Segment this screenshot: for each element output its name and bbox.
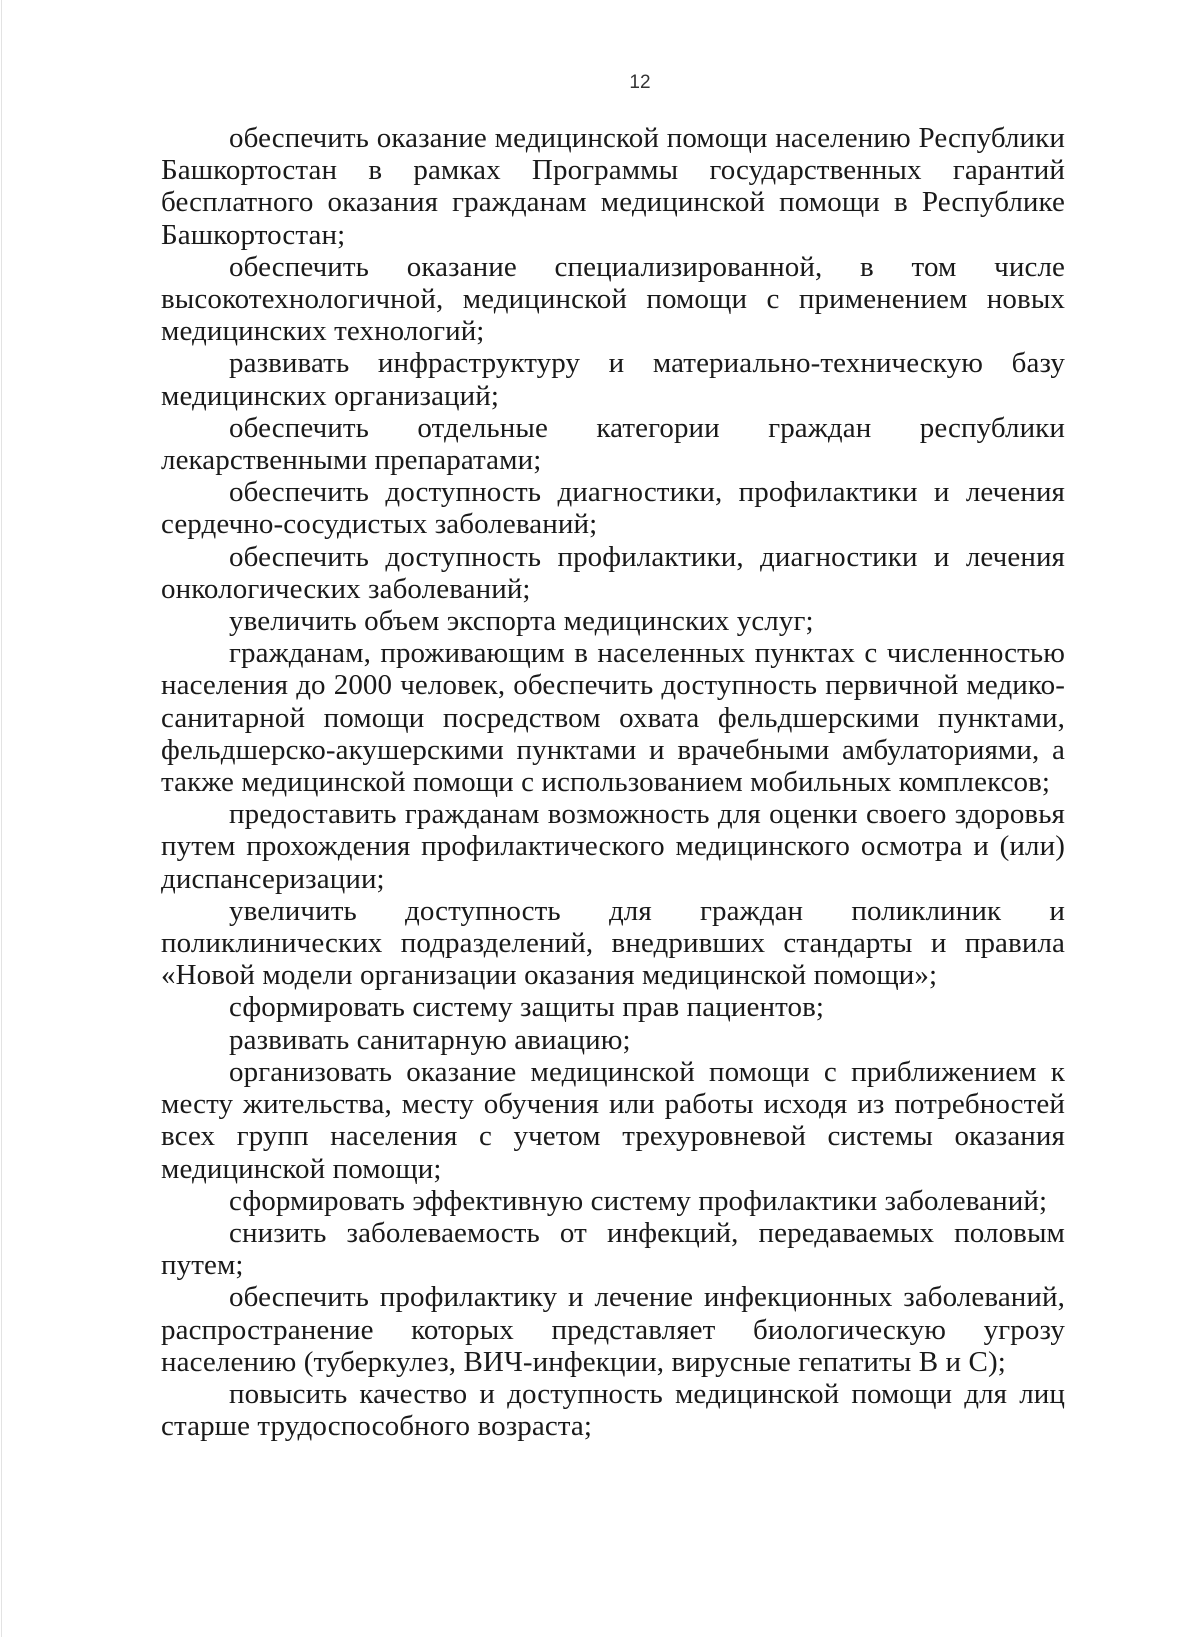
paragraph: сформировать систему защиты прав пациентов; [229,991,825,1024]
scan-edge-line [1,0,2,1637]
paragraph: обеспечить профилактику и лечение инфекционных заболеваний, распространение которых представляет биологическую угрозу населению (туберкулез, ВИЧ-инфекции, вирусные гепатиты B и C); [161,1281,1065,1378]
paragraph: увеличить объем экспорта медицинских услуг; [229,605,814,638]
paragraph: развивать инфраструктуру и материально-техническую базу медицинских организаций; [161,347,1065,412]
paragraph: обеспечить доступность диагностики, профилактики и лечения сердечно-сосудистых заболеваний; [161,476,1065,541]
paragraph: повысить качество и доступность медицинской помощи для лиц старше трудоспособного возраста; [161,1377,1065,1443]
paragraph: гражданам, проживающим в населенных пунктах с численностью населения до 2000 человек, обеспечить доступность первичной медико-санитарной помощи посредством охвата фельдшерскими пунктами, фельдшерско-акушерскими пунктами и врачебными амбулаториями, а также медицинской помощи с использованием мобильных комплексов; [161,637,1065,799]
paragraph: обеспечить оказание специализированной, в том числе высокотехнологичной, медицинской помощи с применением новых медицинских технологий; [161,250,1065,348]
paragraph: обеспечить доступность профилактики, диагностики и лечения онкологических заболеваний; [161,540,1065,605]
paragraph: увеличить доступность для граждан поликлиник и поликлинических подразделений, внедривших стандарты и правила «Новой модели организации оказания медицинской помощи»; [161,894,1065,992]
paragraph: организовать оказание медицинской помощи с приближением к месту жительства, месту обучения или работы исходя из потребностей всех групп населения с учетом трехуровневой системы оказания медицинской помощи; [161,1055,1065,1185]
document-body [161,122,1065,1442]
paragraph: предоставить гражданам возможность для оценки своего здоровья путем прохождения профилактического медицинского осмотра и (или) диспансеризации; [161,798,1065,895]
paragraph: обеспечить оказание медицинской помощи населению Республики Башкортостан в рамках Программы государственных гарантий бесплатного оказания гражданам медицинской помощи в Республике Башкортостан; [161,122,1065,251]
paragraph: развивать санитарную авиацию; [229,1023,631,1056]
page-number: 12 [629,72,651,93]
paragraph: снизить заболеваемость от инфекций, передаваемых половым путем; [161,1216,1065,1282]
paragraph: обеспечить отдельные категории граждан республики лекарственными препаратами; [161,411,1065,477]
paragraph: сформировать эффективную систему профилактики заболеваний; [229,1184,1048,1217]
